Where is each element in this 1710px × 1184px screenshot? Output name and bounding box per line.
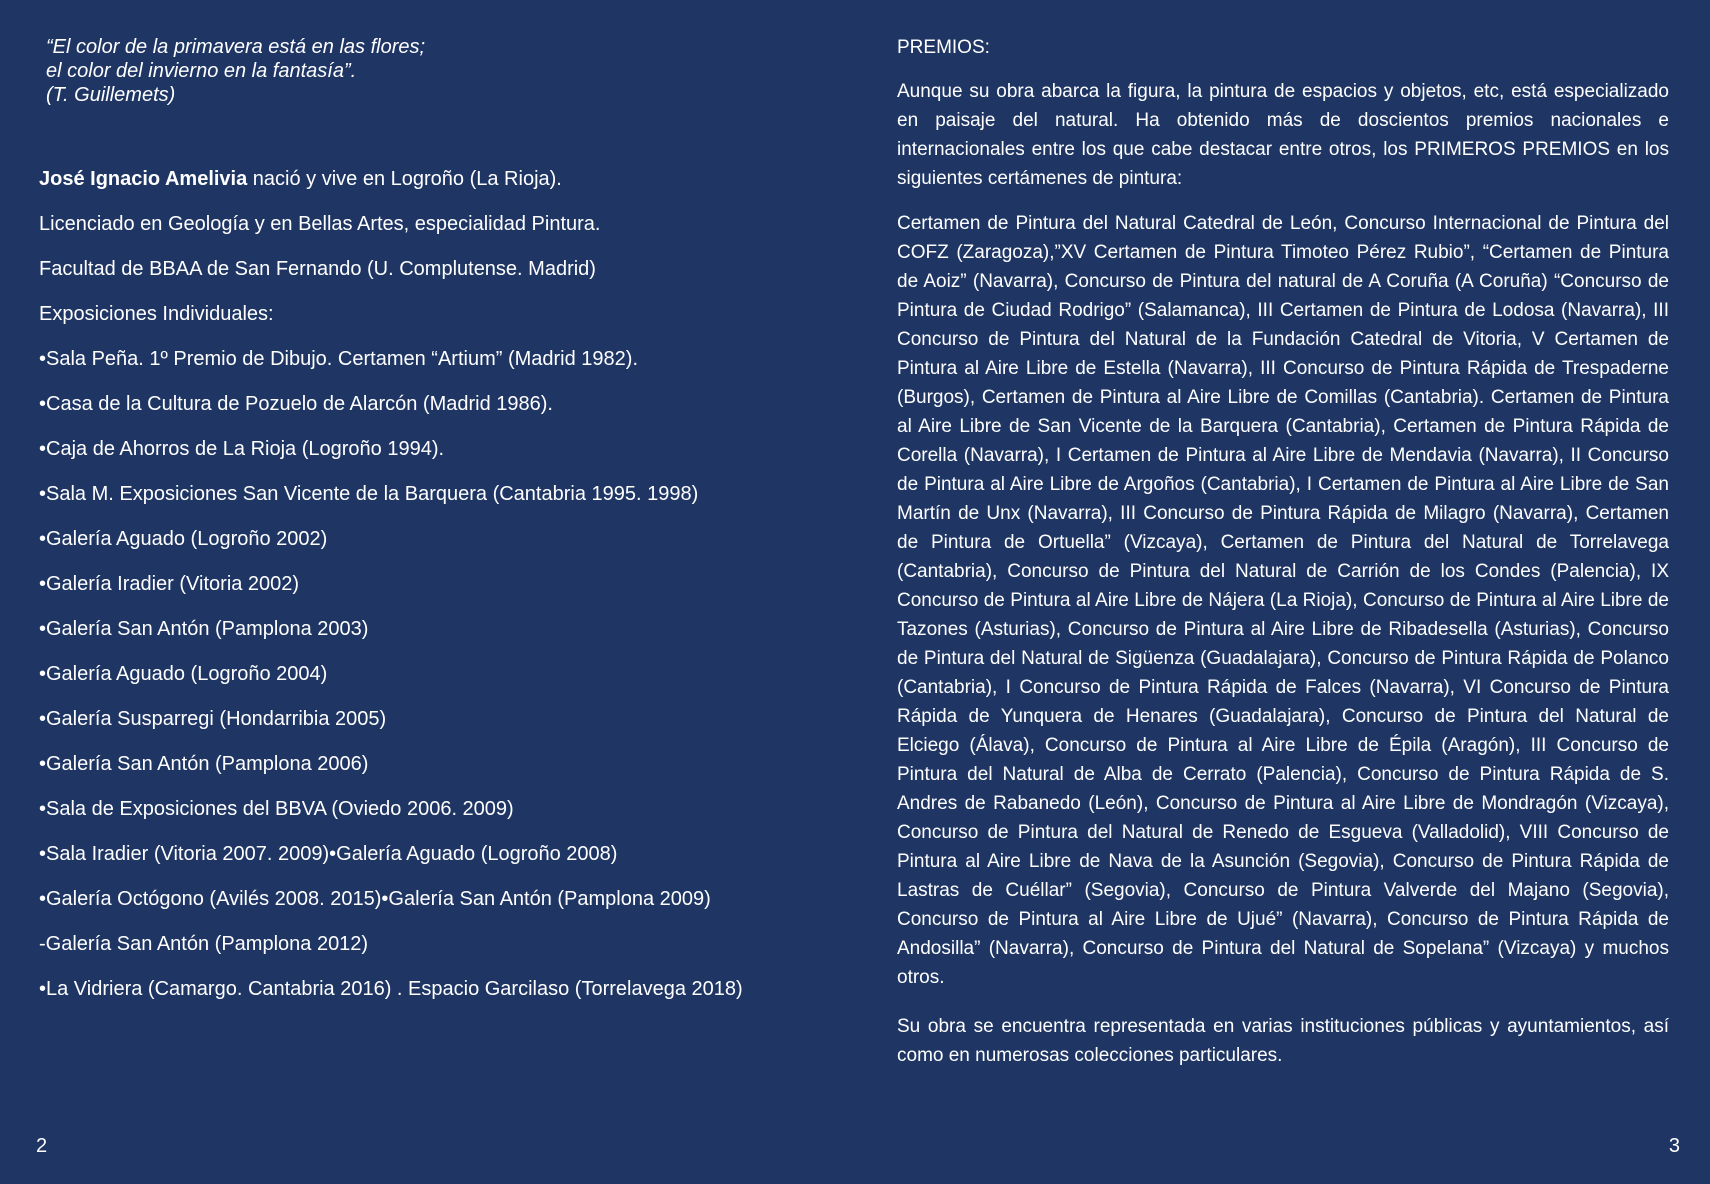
exhibition-item: •Galería Aguado (Logroño 2004) [39, 663, 328, 685]
collections-note: Su obra se encuentra representada en varias instituciones públicas y ayuntamientos, así como en numerosas colecciones particulares. [897, 1016, 1669, 1066]
awards-heading: PREMIOS: [897, 37, 990, 58]
quote-line-2: el color del invierno en la fantasía”. [46, 60, 357, 82]
right-page [855, 0, 1710, 1184]
bio-degree: Licenciado en Geología y en Bellas Artes, especialidad Pintura. [39, 213, 601, 235]
exhibition-item: •Galería San Antón (Pamplona 2006) [39, 753, 369, 775]
exhibition-item: •Galería Susparregi (Hondarribia 2005) [39, 708, 387, 730]
exhibitions-heading: Exposiciones Individuales: [39, 303, 274, 325]
exhibition-item: •Casa de la Cultura de Pozuelo de Alarcón (Madrid 1986). [39, 393, 553, 415]
bio-faculty: Facultad de BBAA de San Fernando (U. Complutense. Madrid) [39, 258, 596, 280]
exhibition-item: •Sala de Exposiciones del BBVA (Oviedo 2006. 2009) [39, 798, 514, 820]
awards-list: Certamen de Pintura del Natural Catedral de León, Concurso Internacional de Pintura del COFZ (Zaragoza),”XV Certamen de Pintura Timoteo Pérez Rubio”, “Certamen de Pintura de Aoiz” (Navarra), Concurso de Pintura del natural de A Coruña (A Coruña) “Concurso de Pintura de Ciudad Rodrigo” (Salamanca), III Certamen de Pintura de Lodosa (Navarra), III Concurso de Pintura del Natural de la Fundación Catedral de Vitoria, V Certamen de Pintura al Aire Libre de Estella (Navarra), III Concurso de Pintura Rápida de Trespaderne (Burgos), Certamen de Pintura al Aire Libre de Comillas (Cantabria). Certamen de Pintura al Aire Libre de San Vicente de la Barquera (Cantabria), Certamen de Pintura Rápida de Corella (Navarra), I Certamen de Pintura al Aire Libre de Mendavia (Navarra), II Concurso de Pintura al Aire Libre de Argoños (Cantabria), I Certamen de Pintura al Aire Libre de San Martín de Unx (Navarra), III Concurso de Pintura Rápida de Milagro (Navarra), Certamen de Pintura de Ortuella” (Vizcaya), Certamen de Pintura del Natural de Torrelavega (Cantabria), Concurso de Pintura del Natural de Carrión de los Condes (Palencia), IX Concurso de Pintura al Aire Libre de Nájera (La Rioja), Concurso de Pintura al Aire Libre de Tazones (Asturias), Concurso de Pintura al Aire Libre de Ribadesella (Asturias), Concurso de Pintura del Natural de Sigüenza (Guadalajara), Concurso de Pintura Rápida de Polanco (Cantabria), I Concurso de Pintura Rápida de Falces (Navarra), VI Concurso de Pintura Rápida de Yunquera de Henares (Guadalajara), Concurso de Pintura del Natural de Elciego (Álava), Concurso de Pintura al Aire Libre de Épila (Aragón), III Concurso de Pintura del Natural de Alba de Cerrato (Palencia), Concurso de Pintura Rápida de S. Andres de Rabanedo (León), Concurso de Pintura al Aire Libre de Mondragón (Vizcaya), Concurso de Pintura del Natural de Renedo de Esgueva (Valladolid), VIII Concurso de Pintura al Aire Libre de Nava de la Asunción (Segovia), Concurso de Pintura Rápida de Lastras de Cuéllar” (Segovia), Concurso de Pintura Valverde del Majano (Segovia), Concurso de Pintura al Aire Libre de Ujué” (Navarra), Concurso de Pintura Rápida de Andosilla” (Navarra), Concurso de Pintura del Natural de Sopelana” (Vizcaya) y muchos otros. [897, 213, 1669, 988]
exhibition-item: •Galería Aguado (Logroño 2002) [39, 528, 328, 550]
page-number-left: 2 [36, 1135, 48, 1157]
bio-intro [39, 165, 819, 210]
exhibitions-list [39, 345, 819, 1020]
epigraph-quote [46, 35, 425, 107]
artist-name: José Ignacio Amelivia [39, 168, 248, 190]
awards-intro: Aunque su obra abarca la figura, la pintura de espacios y objetos, etc, está especializado en paisaje del natural. Ha obtenido más de doscientos premios nacionales e internacionales entre los que cabe destacar entre otros, los PRIMEROS PREMIOS en los siguientes certámenes de pintura: [897, 81, 1669, 189]
exhibition-item: -Galería San Antón (Pamplona 2012) [39, 933, 369, 955]
quote-line-1: “El color de la primavera está en las flores; [46, 36, 426, 58]
page-number-right: 3 [1668, 1135, 1680, 1157]
exhibition-item: •Galería Iradier (Vitoria 2002) [39, 573, 300, 595]
exhibition-item: •Sala M. Exposiciones San Vicente de la Barquera (Cantabria 1995. 1998) [39, 483, 699, 505]
exhibition-item: •Sala Peña. 1º Premio de Dibujo. Certamen “Artium” (Madrid 1982). [39, 348, 639, 370]
quote-attribution: (T. Guillemets) [46, 84, 176, 106]
exhibition-item: •Galería San Antón (Pamplona 2003) [39, 618, 369, 640]
biography [39, 165, 819, 1020]
exhibition-item: •Galería Octógono (Avilés 2008. 2015)•Galería San Antón (Pamplona 2009) [39, 888, 711, 910]
exhibition-item: •Sala Iradier (Vitoria 2007. 2009)•Galería Aguado (Logroño 2008) [39, 843, 618, 865]
bio-intro-text: nació y vive en Logroño (La Rioja). [247, 168, 562, 190]
exhibition-item: •Caja de Ahorros de La Rioja (Logroño 1994). [39, 438, 445, 460]
exhibition-item: •La Vidriera (Camargo. Cantabria 2016) . Espacio Garcilaso (Torrelavega 2018) [39, 978, 743, 1000]
